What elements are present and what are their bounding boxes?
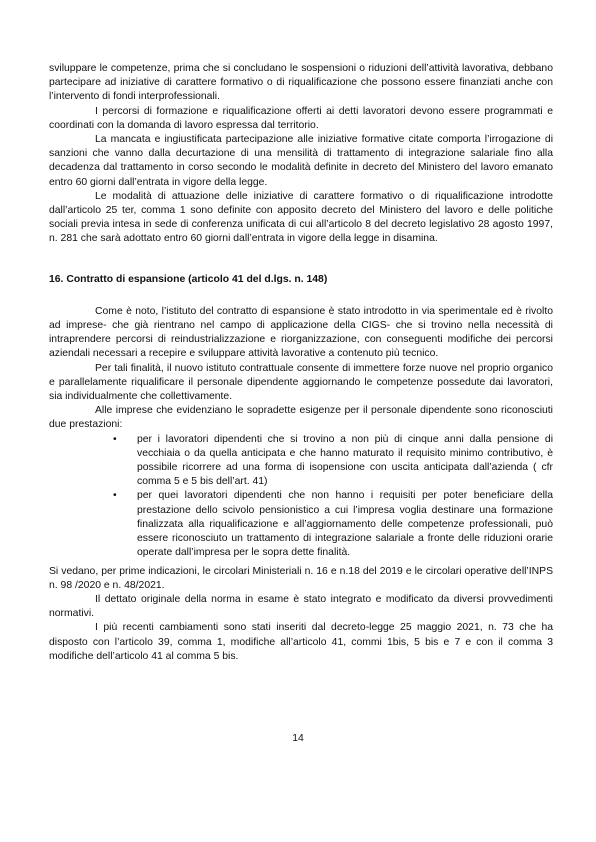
paragraph: Alle imprese che evidenziano le sopradette esigenze per il personale dipendente sono riconosciuti due prestazioni: (49, 405, 553, 431)
section-heading: 16. Contratto di espansione (articolo 41 del d.lgs. n. 148) (49, 273, 328, 285)
document-page (49, 62, 553, 664)
bullet-icon: • (113, 433, 117, 445)
paragraph: Per tali finalità, il nuovo istituto contrattuale consente di immettere forze nuove nel proprio organico e parallelamente riqualificare il personale dipendente aggiornando le competenze possedute dai lavoratori, sia individualmente che collettivamente. (49, 362, 553, 403)
paragraph: Il dettato originale della norma in esame è stato integrato e modificato da diversi provvedimenti normativi. (49, 593, 553, 620)
list-item (113, 433, 553, 490)
bullet-icon: • (113, 490, 117, 502)
spacer (49, 247, 553, 273)
paragraph: sviluppare le competenze, prima che si concludano le sospensioni o riduzioni dell’attività lavorativa, debbano partecipare ad iniziative di carattere formativo o di riqualificazione che possono essere finanziati anche con l’intervento di fondi interprofessionali. (49, 63, 553, 103)
paragraph: Si vedano, per prime indicazioni, le circolari Ministeriali n. 16 e n.18 del 2019 e le circolari operative dell’INPS n. 98 /2020 e n. 48/2021. (49, 565, 553, 591)
paragraph: Le modalità di attuazione delle iniziative di carattere formativo o di riqualificazione introdotte dall’articolo 25 ter, comma 1 sono definite con apposito decreto del Ministero del lavoro e delle politiche sociali previa intesa in sede di conferenza unificata di cui all’articolo 8 del decreto legislativo 28 agosto 1997, n. 281 che sarà adottato entro 60 giorni dall’entrata in vigore della legge in disamina. (49, 190, 553, 245)
paragraph: Come è noto, l’istituto del contratto di espansione è stato introdotto in via sperimentale ed è rivolto ad imprese- che già rientrano nel campo di applicazione della CIGS- che si trovino nella necessità di intraprendere percorsi di reindustrializzazione e riorganizzazione, con conseguenti modifiche dei percorsi aziendali necessari a recepire e sviluppare attività lavorative a contenuto più tecnico. (49, 305, 553, 360)
list-item-text: per quei lavoratori dipendenti che non hanno i requisiti per poter beneficiare della prestazione dello scivolo pensionistico a cui l’impresa voglia destinare una formazione finalizzata alla riqualificazione e all’aggiornamento delle competenze professionali, può essere riconosciuto un trattamento di integrazione salariale a fronte delle riduzioni orarie operate dall’impresa per le sopra dette finalità. (137, 490, 553, 559)
paragraph: I percorsi di formazione e riqualificazione offerti ai detti lavoratori devono essere programmati e coordinati con la domanda di lavoro espressa dal territorio. (49, 105, 553, 131)
paragraph: I più recenti cambiamenti sono stati inseriti dal decreto-legge 25 maggio 2021, n. 73 che ha disposto con l’articolo 39, comma 1, modifiche all’articolo 41, commi 1bis, 5 bis e 7 e con il comma 3 modifiche dell’articolo 41 al comma 5 bis. (49, 622, 553, 662)
bullet-list (49, 433, 553, 561)
page-number: 14 (292, 733, 304, 744)
list-item-text: per i lavoratori dipendenti che si trovino a non più di cinque anni dalla pensione di vecchiaia o da quella anticipata e che hanno maturato il requisito minimo contributivo, è possibile ricorrere ad una forma di isopensione con uscita anticipata dall’azienda ( cfr comma 5 e 5 bis dell’art. 41) (137, 433, 553, 488)
paragraph: La mancata e ingiustificata partecipazione alle iniziative formative citate comporta l’irrogazione di sanzioni che vanno dalla decurtazione di una mensilità di trattamento di integrazione salariale fino alla decadenza dal trattamento in corso secondo le modalità definite in decreto del Ministero del lavoro emanato entro 60 giorni dall’entrata in vigore della legge. (49, 134, 553, 188)
list-item (113, 489, 553, 560)
